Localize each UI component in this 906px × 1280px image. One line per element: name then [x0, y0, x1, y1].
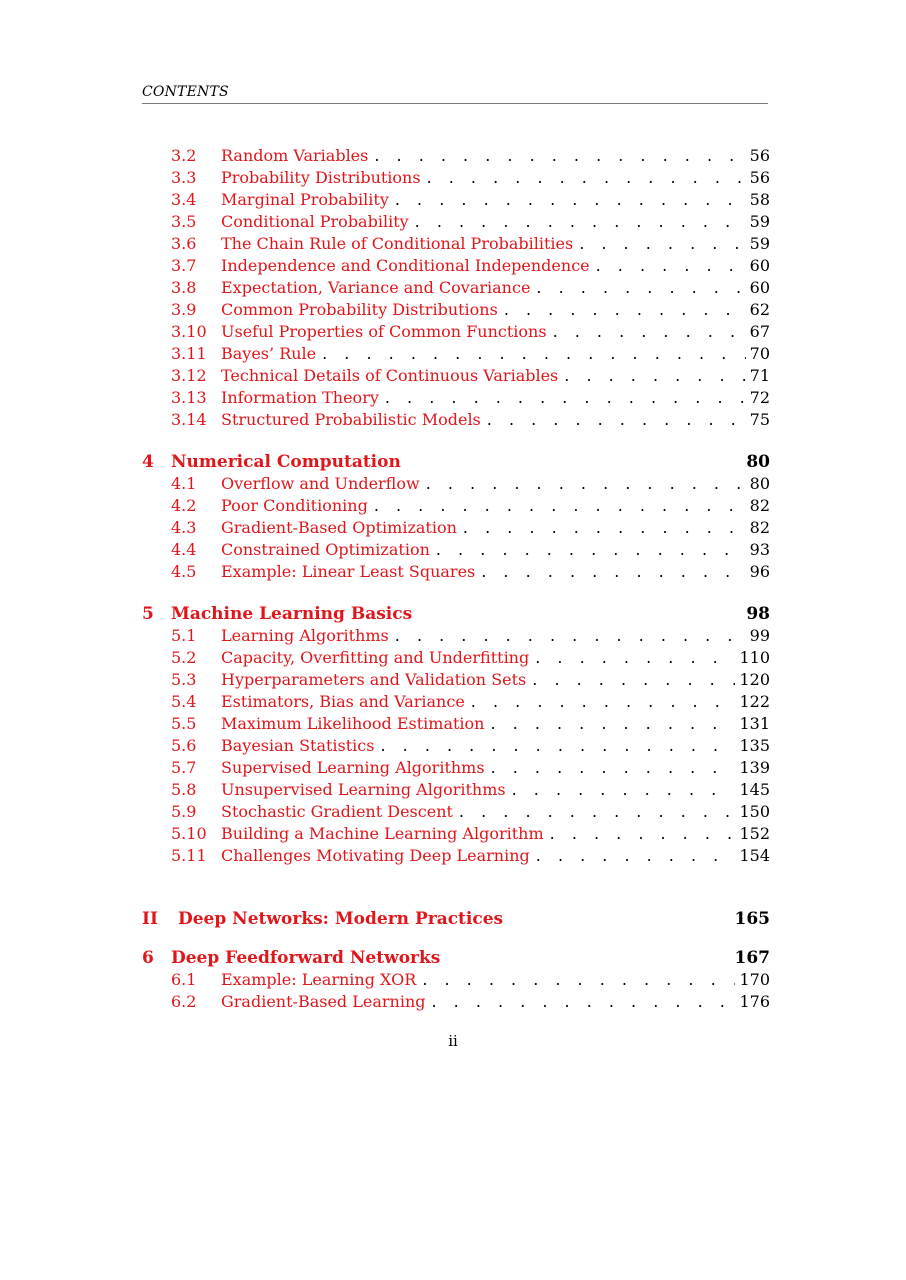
section-number[interactable]: 3.13: [171, 388, 207, 407]
section-title[interactable]: Structured Probabilistic Models: [221, 410, 481, 429]
dot-leader: [322, 343, 746, 365]
toc-chapter-6[interactable]: [142, 947, 770, 969]
dot-leader: [463, 517, 746, 539]
toc-chapter-5[interactable]: [142, 603, 770, 625]
dot-leader: [459, 801, 736, 823]
section-title[interactable]: Stochastic Gradient Descent: [221, 802, 453, 821]
page-number: 152: [739, 824, 770, 843]
page-number: 60: [749, 256, 770, 275]
section-number[interactable]: 5.9: [171, 802, 197, 821]
dot-leader: [491, 757, 736, 779]
page-number: 150: [739, 802, 770, 821]
dot-leader: [374, 145, 745, 167]
section-number[interactable]: 4.2: [171, 496, 197, 515]
page-number: 96: [749, 562, 770, 581]
toc-entry-4-3[interactable]: [142, 517, 770, 539]
dot-leader: [490, 713, 735, 735]
dot-leader: [415, 211, 746, 233]
dot-leader: [487, 409, 746, 431]
chapter-title[interactable]: Deep Feedforward Networks: [171, 948, 441, 968]
page-number: 110: [739, 648, 770, 667]
chapter-number[interactable]: 6: [142, 948, 154, 968]
toc-entry-3-3[interactable]: [142, 167, 770, 189]
section-number[interactable]: 5.1: [171, 626, 197, 645]
page-number: 59: [749, 234, 770, 253]
section-title[interactable]: Conditional Probability: [221, 212, 409, 231]
page-number: 67: [749, 322, 770, 341]
section-number[interactable]: 3.4: [171, 190, 197, 209]
section-number[interactable]: 4.3: [171, 518, 197, 537]
section-title[interactable]: Expectation, Variance and Covariance: [221, 278, 531, 297]
section-number[interactable]: 6.1: [171, 970, 197, 989]
section-title[interactable]: Poor Conditioning: [221, 496, 368, 515]
toc-entry-6-2[interactable]: [142, 991, 770, 1013]
page-number: 80: [749, 474, 770, 493]
dot-leader: [380, 735, 735, 757]
section-title[interactable]: Information Theory: [221, 388, 379, 407]
dot-leader: [564, 365, 745, 387]
page-number: 56: [749, 146, 770, 165]
page-number: 170: [739, 970, 770, 989]
toc-entry-5-1[interactable]: [142, 625, 770, 647]
page-number: 82: [749, 496, 770, 515]
section-number[interactable]: 4.4: [171, 540, 197, 559]
page-number: 62: [749, 300, 770, 319]
toc-entry-5-8[interactable]: [142, 779, 770, 801]
section-title[interactable]: Technical Details of Continuous Variables: [221, 366, 559, 385]
header-rule: [142, 103, 768, 104]
section-number[interactable]: 5.5: [171, 714, 197, 733]
section-title[interactable]: Constrained Optimization: [221, 540, 430, 559]
toc-entry-3-6[interactable]: [142, 233, 770, 255]
page-number: 176: [739, 992, 770, 1011]
dot-leader: [422, 969, 735, 991]
section-title[interactable]: Building a Machine Learning Algorithm: [221, 824, 544, 843]
dot-leader: [385, 387, 746, 409]
dot-leader: [374, 495, 746, 517]
toc-block-chapter-6: [142, 969, 770, 1013]
dot-leader: [426, 473, 746, 495]
page-number: 99: [749, 626, 770, 645]
section-number[interactable]: 5.6: [171, 736, 197, 755]
section-number[interactable]: 3.14: [171, 410, 207, 429]
toc-entry-3-13[interactable]: [142, 387, 770, 409]
toc-block-chapter-3: [142, 145, 770, 431]
toc-entry-5-9[interactable]: [142, 801, 770, 823]
part-number[interactable]: II: [142, 909, 158, 929]
section-title[interactable]: Supervised Learning Algorithms: [221, 758, 485, 777]
toc-entry-4-5[interactable]: [142, 561, 770, 583]
section-number[interactable]: 3.8: [171, 278, 197, 297]
toc-block-chapter-5: [142, 625, 770, 867]
section-title[interactable]: Probability Distributions: [221, 168, 421, 187]
section-title[interactable]: Common Probability Distributions: [221, 300, 498, 319]
dot-leader: [432, 991, 736, 1013]
section-title[interactable]: Estimators, Bias and Variance: [221, 692, 465, 711]
section-number[interactable]: 5.11: [171, 846, 207, 865]
section-title[interactable]: Useful Properties of Common Functions: [221, 322, 547, 341]
toc-part-2[interactable]: [142, 907, 770, 931]
spacer: [142, 867, 770, 907]
page-number: 135: [739, 736, 770, 755]
section-number[interactable]: 5.3: [171, 670, 197, 689]
section-title[interactable]: Bayes’ Rule: [221, 344, 317, 363]
section-title[interactable]: Gradient-Based Learning: [221, 992, 426, 1011]
section-number[interactable]: 5.2: [171, 648, 197, 667]
toc-entry-3-11[interactable]: [142, 343, 770, 365]
section-number[interactable]: 3.7: [171, 256, 197, 275]
section-title[interactable]: Marginal Probability: [221, 190, 389, 209]
page-number: 71: [749, 366, 770, 385]
toc-entry-3-5[interactable]: [142, 211, 770, 233]
spacer: [142, 583, 770, 603]
page-number: 154: [739, 846, 770, 865]
toc-entry-3-10[interactable]: [142, 321, 770, 343]
section-title[interactable]: Bayesian Statistics: [221, 736, 375, 755]
running-head: CONTENTS: [142, 84, 229, 100]
chapter-title[interactable]: Numerical Computation: [171, 452, 401, 472]
toc-entry-5-11[interactable]: [142, 845, 770, 867]
page-number: 131: [739, 714, 770, 733]
spacer: [142, 931, 770, 947]
section-number[interactable]: 3.5: [171, 212, 197, 231]
page-number: 145: [739, 780, 770, 799]
toc-entry-4-4[interactable]: [142, 539, 770, 561]
page-number: 93: [749, 540, 770, 559]
table-of-contents: [142, 145, 770, 1013]
page-number: 122: [739, 692, 770, 711]
section-number[interactable]: 5.4: [171, 692, 197, 711]
toc-entry-3-9[interactable]: [142, 299, 770, 321]
section-title[interactable]: Maximum Likelihood Estimation: [221, 714, 485, 733]
dot-leader: [504, 299, 746, 321]
part-title[interactable]: Deep Networks: Modern Practices: [178, 909, 504, 929]
toc-entry-3-8[interactable]: [142, 277, 770, 299]
toc-entry-3-2[interactable]: [142, 145, 770, 167]
section-number[interactable]: 3.2: [171, 146, 197, 165]
chapter-page-number: 167: [734, 948, 770, 968]
dot-leader: [579, 233, 745, 255]
dot-leader: [596, 255, 746, 277]
section-title[interactable]: Independence and Conditional Independence: [221, 256, 590, 275]
section-number[interactable]: 3.10: [171, 322, 207, 341]
toc-entry-5-5[interactable]: [142, 713, 770, 735]
section-number[interactable]: 4.5: [171, 562, 197, 581]
chapter-number[interactable]: 4: [142, 452, 154, 472]
section-number[interactable]: 3.11: [171, 344, 207, 363]
section-number[interactable]: 5.10: [171, 824, 207, 843]
section-title[interactable]: Example: Linear Least Squares: [221, 562, 476, 581]
section-number[interactable]: 3.9: [171, 300, 197, 319]
toc-block-chapter-4: [142, 473, 770, 583]
section-title[interactable]: Unsupervised Learning Algorithms: [221, 780, 506, 799]
spacer: [142, 431, 770, 451]
page-number: 60: [749, 278, 770, 297]
chapter-page-number: 80: [746, 452, 770, 472]
section-title[interactable]: Gradient-Based Optimization: [221, 518, 457, 537]
toc-entry-5-3[interactable]: [142, 669, 770, 691]
dot-leader: [536, 277, 745, 299]
page-number: 72: [749, 388, 770, 407]
chapter-page-number: 98: [746, 604, 770, 624]
section-title[interactable]: Overflow and Underflow: [221, 474, 420, 493]
toc-entry-3-4[interactable]: [142, 189, 770, 211]
page-number: 58: [749, 190, 770, 209]
dot-leader: [532, 669, 735, 691]
section-title[interactable]: Random Variables: [221, 146, 369, 165]
page-number: 139: [739, 758, 770, 777]
toc-entry-3-14[interactable]: [142, 409, 770, 431]
page-number: 120: [739, 670, 770, 689]
section-number[interactable]: 3.6: [171, 234, 197, 253]
section-number[interactable]: 5.7: [171, 758, 197, 777]
section-title[interactable]: Learning Algorithms: [221, 626, 389, 645]
section-title[interactable]: The Chain Rule of Conditional Probabilities: [221, 234, 574, 253]
toc-chapter-4[interactable]: [142, 451, 770, 473]
dot-leader: [427, 167, 746, 189]
toc-entry-5-4[interactable]: [142, 691, 770, 713]
section-number[interactable]: 6.2: [171, 992, 197, 1011]
chapter-title[interactable]: Machine Learning Basics: [171, 604, 413, 624]
page-number: 59: [749, 212, 770, 231]
dot-leader: [395, 625, 746, 647]
dot-leader: [536, 845, 736, 867]
toc-entry-4-1[interactable]: [142, 473, 770, 495]
toc-entry-6-1[interactable]: [142, 969, 770, 991]
section-number[interactable]: 3.12: [171, 366, 207, 385]
toc-entry-5-10[interactable]: [142, 823, 770, 845]
section-number[interactable]: 5.8: [171, 780, 197, 799]
chapter-number[interactable]: 5: [142, 604, 154, 624]
page-footer-number: ii: [448, 1032, 458, 1050]
section-number[interactable]: 3.3: [171, 168, 197, 187]
page-number: 82: [749, 518, 770, 537]
dot-leader: [471, 691, 736, 713]
section-number[interactable]: 4.1: [171, 474, 197, 493]
toc-entry-5-2[interactable]: [142, 647, 770, 669]
toc-entry-5-7[interactable]: [142, 757, 770, 779]
dot-leader: [395, 189, 746, 211]
section-title[interactable]: Example: Learning XOR: [221, 970, 417, 989]
dot-leader: [553, 321, 746, 343]
dot-leader: [481, 561, 745, 583]
part-page-number: 165: [734, 909, 770, 929]
toc-entry-3-12[interactable]: [142, 365, 770, 387]
dot-leader: [512, 779, 736, 801]
page-number: 75: [749, 410, 770, 429]
section-title[interactable]: Capacity, Overfitting and Underfitting: [221, 648, 530, 667]
toc-entry-4-2[interactable]: [142, 495, 770, 517]
page-number: 70: [749, 344, 770, 363]
dot-leader: [535, 647, 735, 669]
dot-leader: [436, 539, 746, 561]
section-title[interactable]: Challenges Motivating Deep Learning: [221, 846, 530, 865]
section-title[interactable]: Hyperparameters and Validation Sets: [221, 670, 527, 689]
page-number: 56: [749, 168, 770, 187]
toc-entry-3-7[interactable]: [142, 255, 770, 277]
dot-leader: [550, 823, 736, 845]
toc-entry-5-6[interactable]: [142, 735, 770, 757]
